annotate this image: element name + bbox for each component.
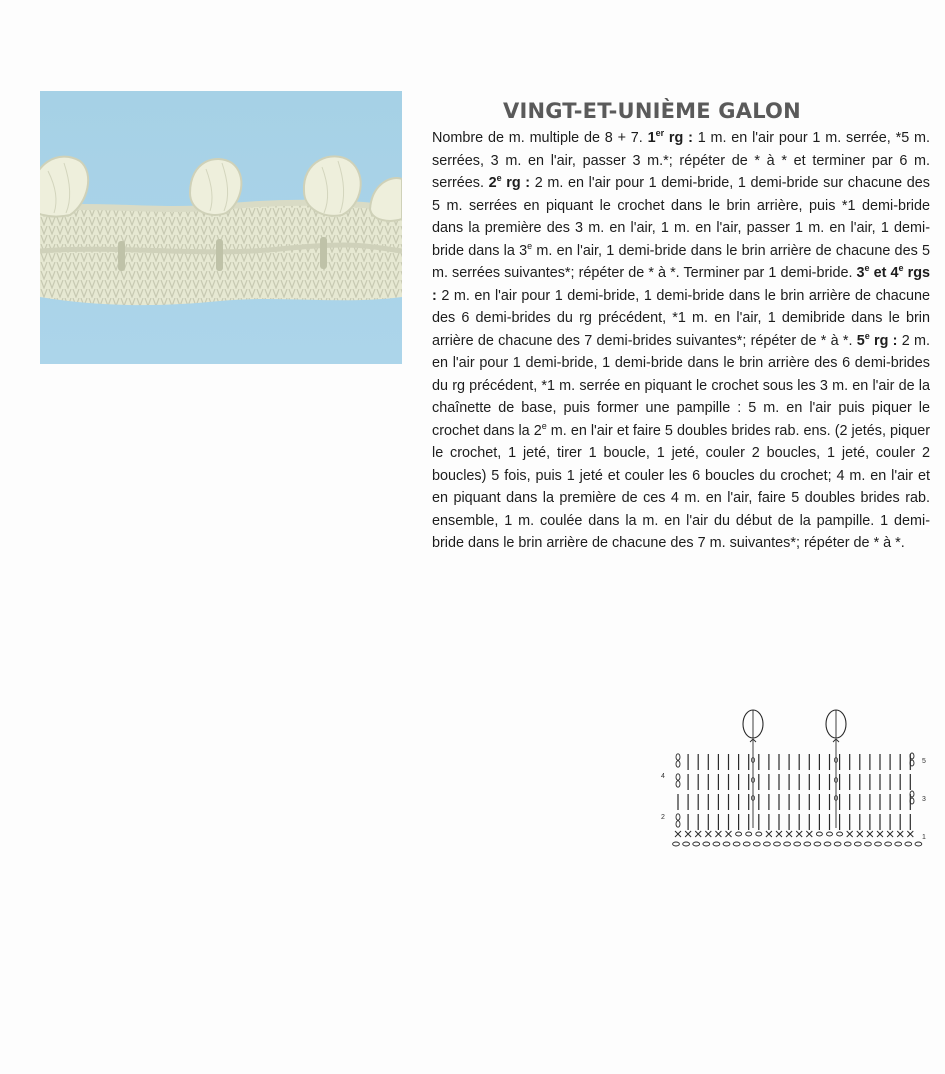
chain-stitch-symbol <box>676 814 680 820</box>
chain-stitch-symbol <box>816 832 822 836</box>
single-crochet-symbol <box>857 831 863 837</box>
stitch-symbols <box>673 710 922 846</box>
text: 2 m. en l'air pour 1 demi-bride, 1 demi-bride dans le brin arrière des 6 demi-brides du rg précédent, *1 m. serrée en piquant le crochet sous les 3 m. en l'air de la chaînette de base, puis former une pampille : 5 m. en l'air puis piquer le crochet dans la 2 <box>432 332 930 439</box>
chain-stitch-symbol <box>676 774 680 780</box>
single-crochet-symbol <box>796 831 802 837</box>
single-crochet-symbol <box>675 831 681 837</box>
page-title: VINGT-ET-UNIÈME GALON <box>503 99 801 123</box>
single-crochet-symbol <box>887 831 893 837</box>
chain-stitch-symbol <box>746 832 752 836</box>
foundation-chain-symbol <box>834 842 841 846</box>
row-number: 2 <box>488 175 497 191</box>
foundation-chain-symbol <box>844 842 851 846</box>
foundation-chain-symbol <box>824 842 831 846</box>
foundation-chain-symbol <box>814 842 821 846</box>
single-crochet-symbol <box>726 831 732 837</box>
foundation-chain-symbol <box>743 842 750 846</box>
row-2-label <box>489 175 530 191</box>
text: 2 m. en l'air pour 1 demi-bride, 1 demi-bride sur chacune des 5 m. serrées en piquant le crochet dans le brin arrière, puis *1 demi-bride dans la première des 3 m. en l'air, 1 m. en l'air, passer 1 m. en l'air, 1 demi-bride dans la 3 <box>432 175 930 259</box>
foundation-chain-symbol <box>673 842 680 846</box>
single-crochet-symbol <box>786 831 792 837</box>
text: 2 m. en l'air pour 1 demi-bride, 1 demi-bride dans le brin arrière de chacune des 6 demi-brides du rg précédent, *1 m. en l'air, 1 demibride dans le brin arrière de chacune des 7 demi-brides suivantes*; répéter de * à *. <box>432 287 930 349</box>
ordinal: e <box>898 263 904 274</box>
single-crochet-symbol <box>877 831 883 837</box>
foundation-chain-symbol <box>854 842 861 846</box>
ordinal: e <box>541 420 547 431</box>
text: m. en l'air et faire 5 doubles brides rab. ens. (2 jetés, piquer le crochet, 1 jeté, tirer 1 boucle, 1 jeté, couler 2 boucles, 1 jeté, couler 2 boucles) 5 fois, puis 1 jeté et couler les 6 boucles du crochet; 4 m. en l'air et en piquant dans la première de ces 4 m. en l'air, faire 5 doubles brides rab. ensemble, 1 m. coulée dans la m. en l'air du début de la pampille. 1 demi-bride dans le brin arrière de chacune des 7 m. suivantes*; répéter de * à *. <box>432 422 930 551</box>
crochet-stitch-diagram <box>658 700 930 852</box>
row-label-2: 2 <box>661 814 665 821</box>
single-crochet-symbol <box>897 831 903 837</box>
single-crochet-symbol <box>715 831 721 837</box>
chain-stitch-symbol <box>837 832 843 836</box>
foundation-chain-symbol <box>764 842 771 846</box>
text: Nombre de m. multiple de 8 + 7. <box>432 130 648 146</box>
foundation-chain-symbol <box>723 842 730 846</box>
single-crochet-symbol <box>766 831 772 837</box>
single-crochet-symbol <box>685 831 691 837</box>
row-word: rg : <box>869 332 898 349</box>
foundation-chain-symbol <box>713 842 720 846</box>
chain-stitch-symbol <box>756 832 762 836</box>
foundation-chain-symbol <box>693 842 700 846</box>
text: m. en l'air, 1 demi-bride dans le brin arrière de chacune des 5 m. serrées suivantes*; répéter de * à *. Terminer par 1 demi-bride. <box>432 242 931 281</box>
row-label-4: 4 <box>661 773 665 780</box>
ordinal: er <box>655 128 665 139</box>
foundation-chain-symbol <box>915 842 922 846</box>
row-label-1: 1 <box>922 834 926 841</box>
row-word: rg : <box>664 130 693 146</box>
row-label-3: 3 <box>922 796 926 803</box>
row-label-5: 5 <box>922 758 926 765</box>
foundation-chain-symbol <box>875 842 882 846</box>
row-number: 3 <box>856 265 865 281</box>
ordinal: e <box>496 173 502 184</box>
pattern-instructions <box>432 127 930 555</box>
row-1-label <box>648 130 693 146</box>
row-number: 5 <box>856 332 865 349</box>
chain-stitch-symbol <box>676 761 680 767</box>
single-crochet-symbol <box>695 831 701 837</box>
foundation-chain-symbol <box>865 842 872 846</box>
foundation-chain-symbol <box>683 842 690 846</box>
ordinal: e <box>864 263 870 274</box>
foundation-chain-symbol <box>794 842 801 846</box>
chain-stitch-symbol <box>827 832 833 836</box>
foundation-chain-symbol <box>784 842 791 846</box>
ordinal: e <box>527 240 533 251</box>
row-number: 1 <box>647 130 656 146</box>
row-5-label <box>856 330 898 349</box>
foundation-chain-symbol <box>905 842 912 846</box>
foundation-chain-symbol <box>774 842 781 846</box>
single-crochet-symbol <box>847 831 853 837</box>
crochet-trim-illustration <box>40 91 402 364</box>
ordinal: e <box>864 330 870 341</box>
foundation-chain-symbol <box>804 842 811 846</box>
chain-stitch-symbol <box>676 781 680 787</box>
foundation-chain-symbol <box>703 842 710 846</box>
single-crochet-symbol <box>705 831 711 837</box>
single-crochet-symbol <box>907 831 913 837</box>
single-crochet-symbol <box>806 831 812 837</box>
single-crochet-symbol <box>867 831 873 837</box>
chain-stitch-symbol <box>676 754 680 760</box>
stitch-chart <box>658 700 930 852</box>
text: 1 m. en l'air pour 1 m. serrée, *5 m. serrées, 3 m. en l'air, passer 3 m.*; répéter de * à * et terminer par 6 m. serrées. <box>432 130 930 191</box>
row-word: et 4 <box>869 265 899 281</box>
row-word: rgs : <box>432 265 930 304</box>
foundation-chain-symbol <box>895 842 902 846</box>
foundation-chain-symbol <box>885 842 892 846</box>
single-crochet-symbol <box>776 831 782 837</box>
chain-stitch-symbol <box>736 832 742 836</box>
row-word: rg : <box>501 175 531 191</box>
foundation-chain-symbol <box>733 842 740 846</box>
foundation-chain-symbol <box>753 842 760 846</box>
crochet-trim-photo <box>40 91 402 364</box>
chain-stitch-symbol <box>676 821 680 827</box>
